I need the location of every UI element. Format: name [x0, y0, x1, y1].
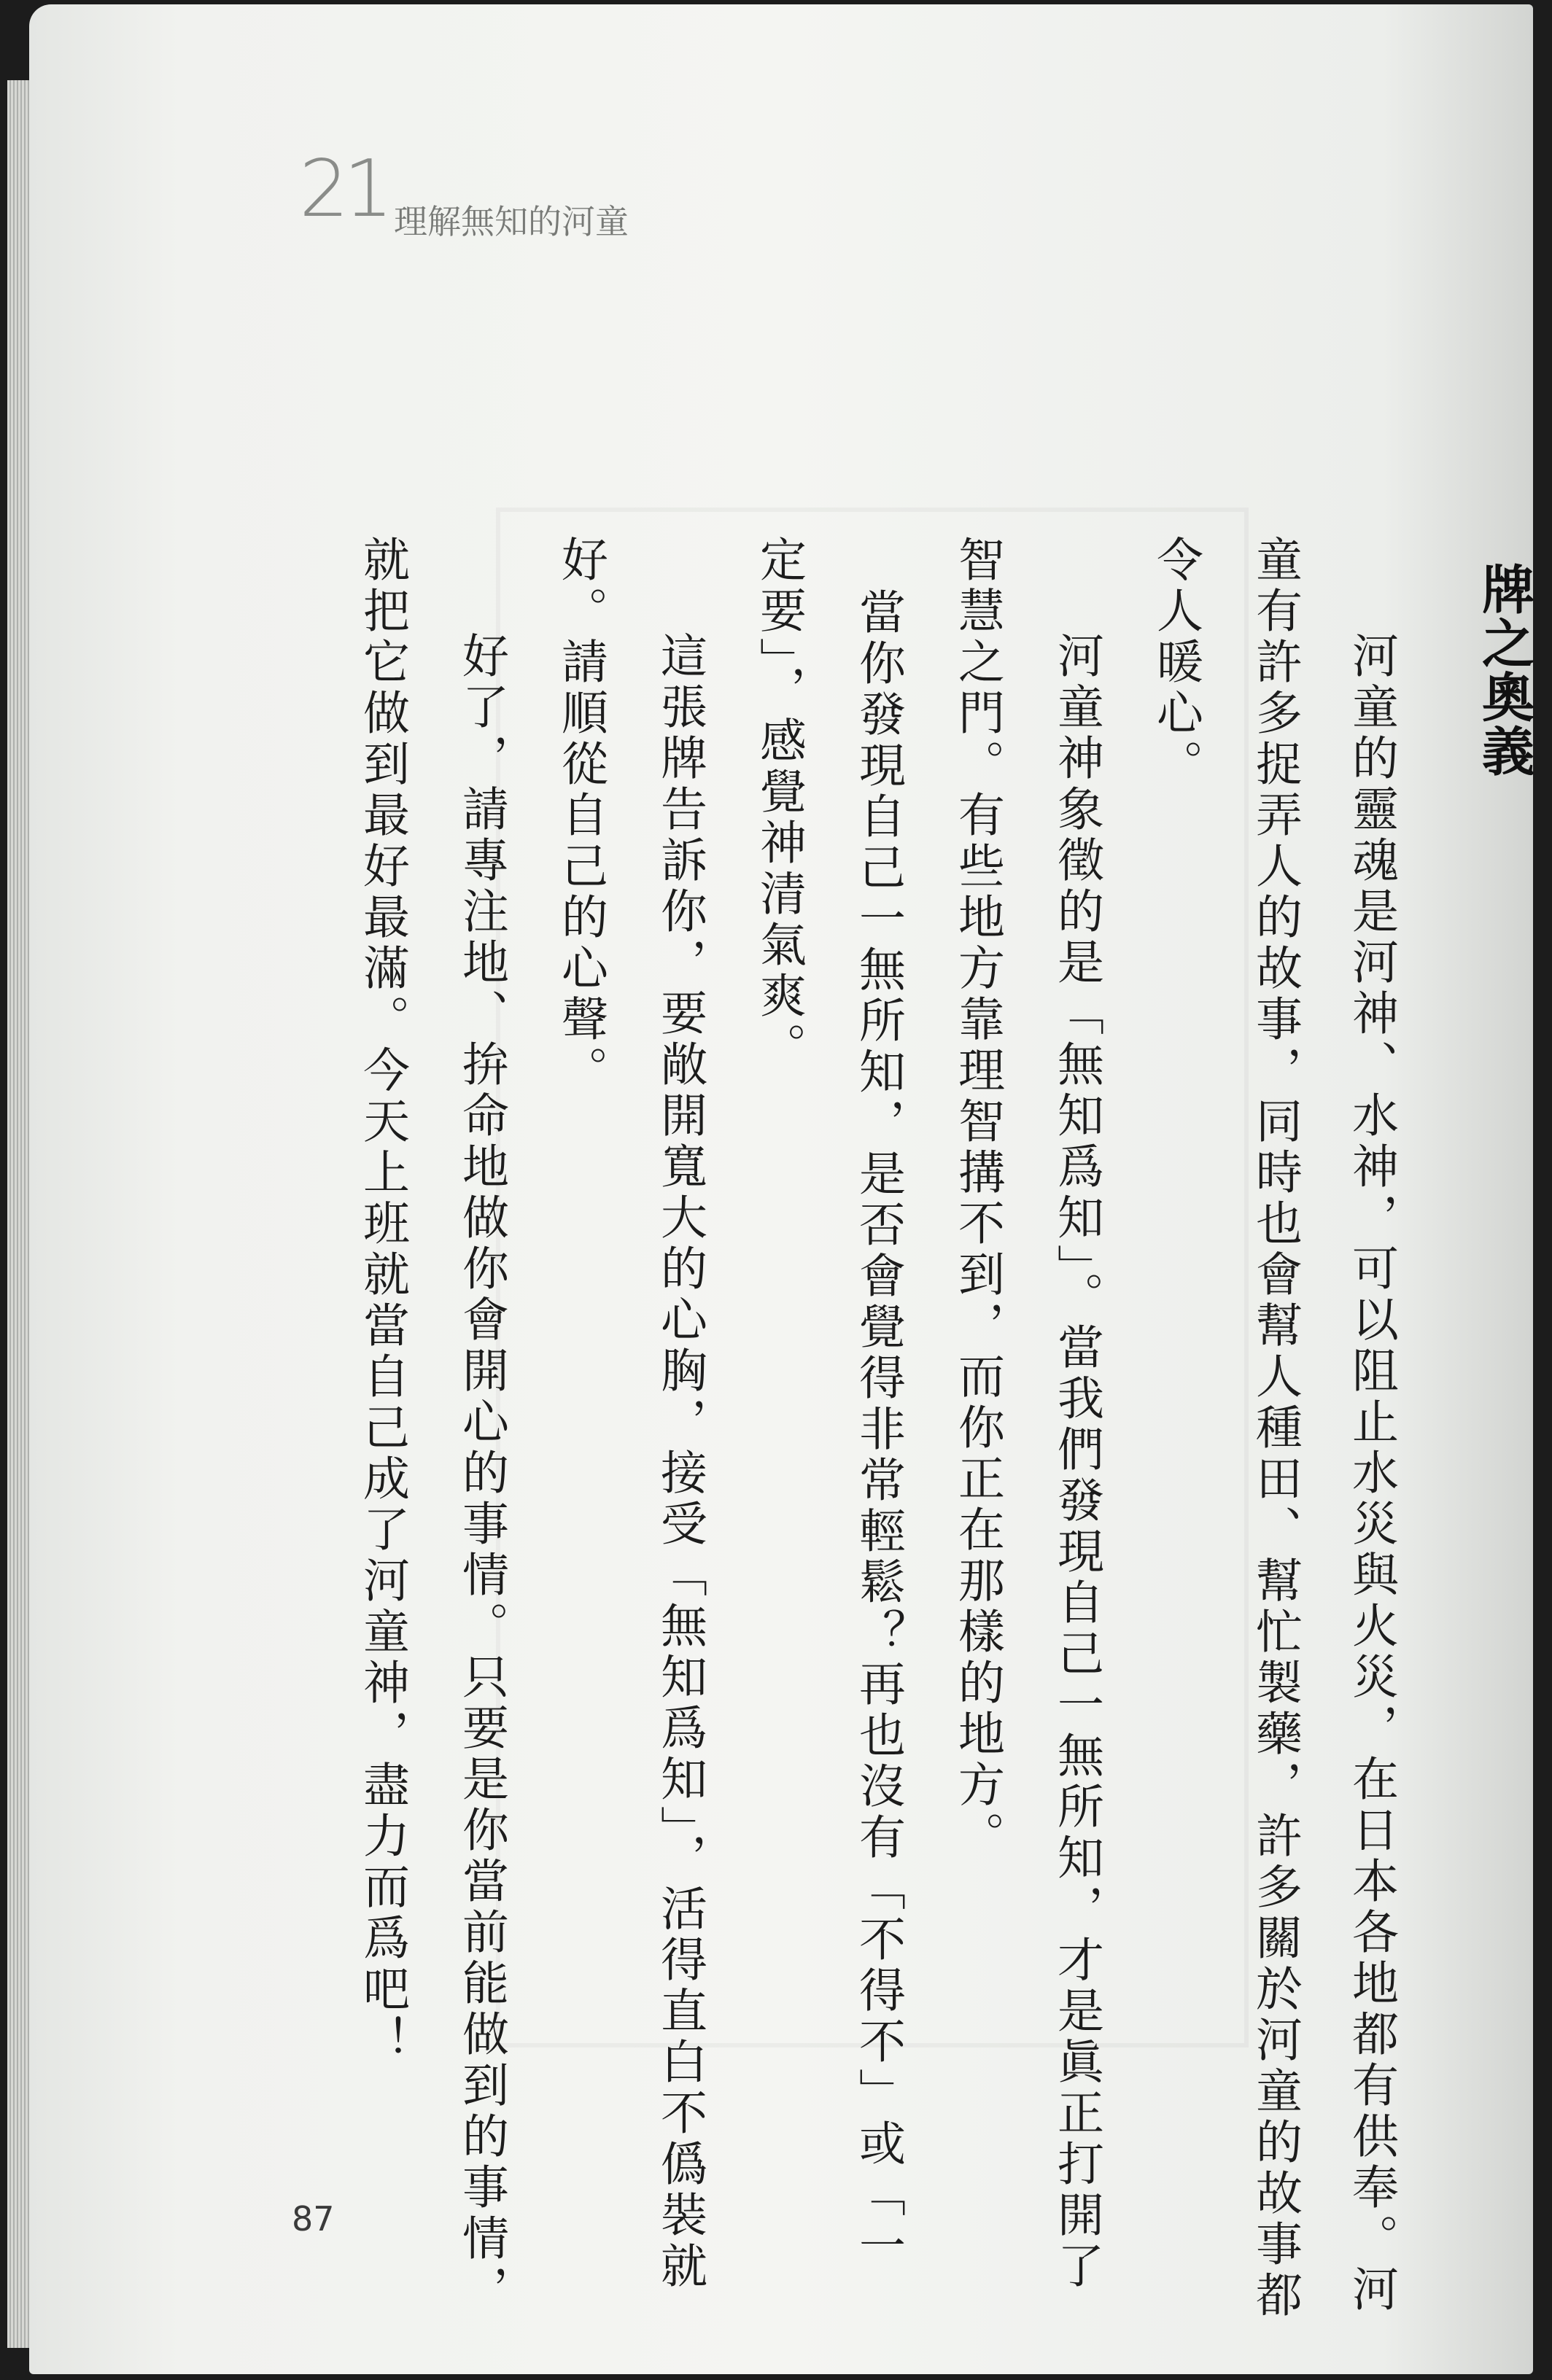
chapter-number: 21 — [299, 144, 388, 235]
body-line: 河童的靈魂是河神、水神，可以阻止水災與火災，在日本各地都有供奉。河 — [1344, 631, 1398, 2316]
body-line: 河童神象徵的是「無知爲知」。當我們發現自己一無所知，才是眞正打開了 — [1049, 631, 1103, 2292]
body-line: 好。請順從自己的心聲。 — [554, 535, 608, 1097]
page-number: 87 — [292, 2199, 335, 2239]
body-line: 好了，請專注地、拚命地做你會開心的事情。只要是你當前能做到的事情， — [454, 631, 508, 2316]
body-line: 令人暖心。 — [1149, 535, 1203, 790]
body-line: 就把它做到最好最滿。今天上班就當自己成了河童神，盡力而爲吧！ — [355, 535, 409, 2066]
book-page — [29, 4, 1533, 2374]
body-line: 定要」，感覺神清氣爽。 — [752, 535, 806, 1073]
body-line: 這張牌告訴你，要敞開寬大的心胸，接受「無知爲知」，活得直白不僞裝就 — [653, 631, 707, 2292]
body-line: 當你發現自己一無所知，是否會覺得非常輕鬆？再也沒有「不得不」或「一 — [851, 588, 905, 2272]
body-line: 智慧之門。有些地方靠理智搆不到，而你正在那樣的地方。 — [950, 535, 1004, 1862]
section-heading: 牌之奧義 — [1473, 562, 1535, 778]
chapter-title: 理解無知的河童 — [394, 202, 629, 241]
body-line: 童有許多捉弄人的故事，同時也會幫人種田、幫忙製藥，許多關於河童的故事都 — [1248, 535, 1302, 2322]
